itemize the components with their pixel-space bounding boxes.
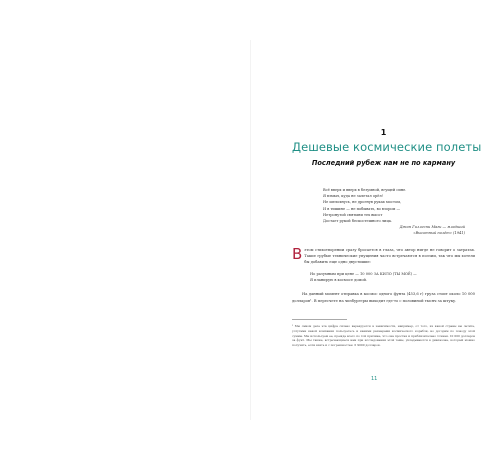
right-page xyxy=(292,128,482,348)
epigraph-line: Не шелохнусь, не дрогнув руках мостом, xyxy=(323,200,402,205)
page-number: 11 xyxy=(371,376,378,382)
epigraph-author: Джон Гиллеспи Маги — младший xyxy=(399,225,465,230)
footnote-divider xyxy=(292,319,347,320)
epigraph-line: Всё вверх и вверх в безумной, вгущей сине. xyxy=(323,188,407,192)
chapter-number: 1 xyxy=(380,128,387,137)
verse-line: Я планирую в космосе домой. xyxy=(310,278,368,283)
epigraph xyxy=(292,187,475,237)
epigraph-line: Я взмыл, куда не залетал орёл! xyxy=(323,194,384,199)
epigraph-line: Достает рукой бескостешного лица. xyxy=(323,219,393,224)
verse-line: Но разумным при цене — 10 000 ЗА КИЛО (ТЫ МОЁ) — xyxy=(310,271,417,276)
drop-cap: В xyxy=(292,244,303,263)
epigraph-line: И в тишине — не побывать, во взором — xyxy=(323,206,401,211)
added-verse xyxy=(292,271,475,283)
chapter-title: Дешевые космические полеты xyxy=(292,140,482,154)
body-paragraph xyxy=(292,244,475,266)
epigraph-source: «Высотный полёт» (1941) xyxy=(413,231,465,236)
footnote: ¹ Мы самом деле эта цифра сильно варьируется в зависимости, например, от того, из какой страны вы летите, услугами какой компании пользуетесь и какими размерами космического корабля, но догорим по поводу этой суммы. Мы используем ее, прежде всего по той причине, что она простая и приблизительно точная. 10 000 долларов за фунт. Мы также, встречающиеся нам при исследовании этой темы, укладываются в диапазоне, который можно получить, если взять и с погрешностью ± 9000 долларов. xyxy=(292,324,475,348)
body-paragraph-2: На данный момент отправка в космос одного фунта (453,6 г) груза стоит около 10 000 долларов¹. В пересчете на чизбургеры выходит где-то с половиной тысяч за штуку. xyxy=(292,292,475,303)
page-gutter xyxy=(250,40,251,420)
body-paragraph-text: этом стихотворении сразу бросается в глаза, что автор нигде не говорит о затратах. Такие грубые технические упущения часто встречаются в поэзии, так что мы хотели бы добавить еще одно двустишие: xyxy=(304,247,475,265)
epigraph-line: Нетронутой святыни тех высот xyxy=(323,212,383,217)
chapter-subtitle: Последний рубеж нам не по карману xyxy=(311,159,456,167)
